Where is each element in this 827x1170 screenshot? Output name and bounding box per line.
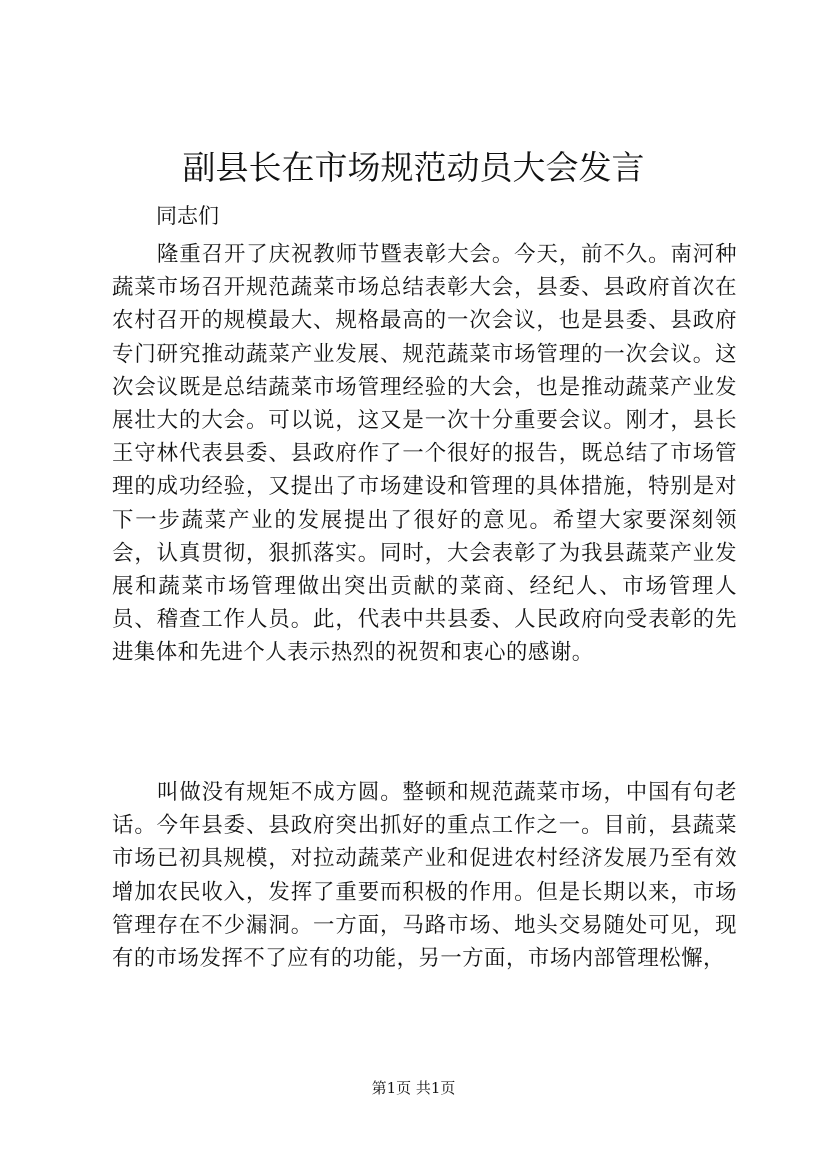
body-paragraph-1: 隆重召开了庆祝教师节暨表彰大会。今天，前不久。南河种蔬菜市场召开规范蔬菜市场总结表彰大会，县委、县政府首次在农村召开的规模最大、规格最高的一次会议，也是县委、县政府专门研究推动蔬菜产业发展、规范蔬菜市场管理的一次会议。这次会议既是总结蔬菜市场管理经验的大会，也是推动蔬菜产业发展壮大的大会。可以说，这又是一次十分重要会议。刚才，县长王守林代表县委、县政府作了一个很好的报告，既总结了市场管理的成功经验，又提出了市场建设和管理的具体措施，特别是对下一步蔬菜产业的发展提出了很好的意见。希望大家要深刻领会，认真贯彻，狠抓落实。同时，大会表彰了为我县蔬菜产业发展和蔬菜市场管理做出突出贡献的菜商、经纪人、市场管理人员、稽查工作人员。此，代表中共县委、人民政府向受表彰的先进集体和先进个人表示热烈的祝贺和衷心的感谢。 (112, 242, 737, 666)
body-paragraph-2: 叫做没有规矩不成方圆。整顿和规范蔬菜市场，中国有句老话。今年县委、县政府突出抓好的重点工作之一。目前，县蔬菜市场已初具规模，对拉动蔬菜产业和促进农村经济发展乃至有效增加农民收入，发挥了重要而积极的作用。但是长期以来，市场管理存在不少漏洞。一方面，马路市场、地头交易随处可见，现有的市场发挥不了应有的功能，另一方面，市场内部管理松懈， (112, 780, 737, 972)
document-title: 副县长在市场规范动员大会发言 (182, 148, 645, 187)
page-footer: 第1页 共1页 (371, 1079, 456, 1097)
salutation: 同志们 (156, 204, 219, 228)
